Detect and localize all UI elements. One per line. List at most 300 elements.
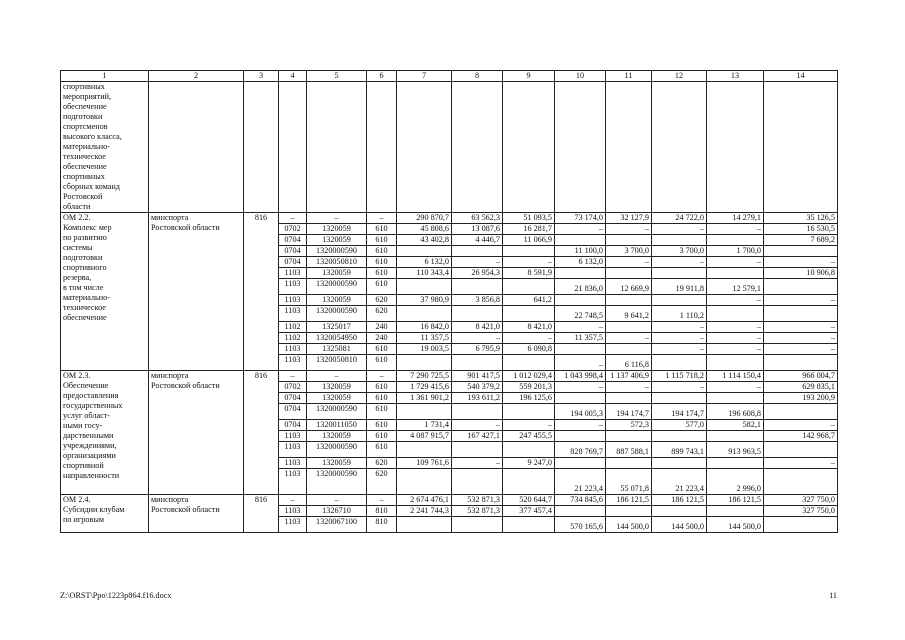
section-code: –	[279, 213, 307, 224]
amount: 144 500,0	[606, 517, 652, 533]
executor	[149, 495, 244, 533]
cell-text-line: спортивных	[63, 82, 105, 91]
amount	[503, 469, 555, 495]
section-code: 1103	[279, 279, 307, 295]
target-code: 1320000590	[307, 469, 367, 495]
section-code: 1103	[279, 355, 307, 371]
column-number: 5	[307, 71, 367, 82]
amount	[707, 235, 764, 246]
amount: 186 121,5	[652, 495, 707, 506]
amount: 901 417,5	[452, 371, 503, 382]
cell-text-line: Субсидии клубам	[63, 505, 125, 514]
amount	[397, 442, 452, 458]
amount: 2 241 744,3	[397, 506, 452, 517]
column-number: 1	[61, 71, 149, 82]
section-code: 0704	[279, 257, 307, 268]
column-number: 8	[452, 71, 503, 82]
amount: –	[555, 355, 606, 371]
amount	[652, 458, 707, 469]
cell-text-line: обеспечение	[63, 313, 107, 322]
amount: –	[503, 257, 555, 268]
cell-text-line: минспорта	[151, 371, 189, 380]
amount: 6 132,0	[397, 257, 452, 268]
amount: 8 421,0	[503, 322, 555, 333]
amount	[652, 431, 707, 442]
amount: –	[555, 322, 606, 333]
amount: 63 562,3	[452, 213, 503, 224]
cell-text-line: Ростовской	[63, 192, 103, 201]
amount: 9 641,2	[606, 306, 652, 322]
section-code: 1103	[279, 295, 307, 306]
amount: –	[452, 333, 503, 344]
amount	[652, 393, 707, 404]
measure-name	[61, 82, 149, 213]
page-number: 11	[829, 591, 837, 600]
cell-text-line: спортивной	[63, 461, 104, 470]
amount	[652, 235, 707, 246]
amount	[764, 355, 838, 371]
amount	[764, 246, 838, 257]
amount: 194 174,7	[652, 404, 707, 420]
amount: 196 125,6	[503, 393, 555, 404]
amount: –	[652, 224, 707, 235]
amount	[452, 517, 503, 533]
amount: –	[764, 458, 838, 469]
amount: 641,2	[503, 295, 555, 306]
amount: 247 455,5	[503, 431, 555, 442]
amount: –	[606, 382, 652, 393]
cell-text-line: подготовки	[63, 112, 103, 121]
target-code: 1320000590	[307, 246, 367, 257]
cell-text-line: Ростовской области	[151, 223, 220, 232]
target-code: 1326710	[307, 506, 367, 517]
amount: 16 842,0	[397, 322, 452, 333]
cell-text-line: материально-	[63, 293, 110, 302]
amount: 51 093,5	[503, 213, 555, 224]
amount	[764, 517, 838, 533]
empty-cell	[555, 82, 606, 213]
amount: 11 357,5	[397, 333, 452, 344]
target-code: 1320000590	[307, 306, 367, 322]
amount: –	[606, 224, 652, 235]
target-code: –	[307, 371, 367, 382]
amount	[452, 355, 503, 371]
amount	[503, 404, 555, 420]
amount: 327 750,0	[764, 506, 838, 517]
amount	[397, 279, 452, 295]
executor	[149, 371, 244, 495]
target-code: 1320067100	[307, 517, 367, 533]
amount	[707, 268, 764, 279]
cell-text-line: спортивных	[63, 172, 105, 181]
measure-name	[61, 495, 149, 533]
cell-text-line: государственных	[63, 401, 123, 410]
amount: –	[606, 333, 652, 344]
column-number: 2	[149, 71, 244, 82]
expense-type: 810	[367, 517, 397, 533]
amount	[606, 322, 652, 333]
amount	[764, 404, 838, 420]
amount	[764, 279, 838, 295]
amount: –	[707, 322, 764, 333]
amount: 4 087 915,7	[397, 431, 452, 442]
amount: 1 115 718,2	[652, 371, 707, 382]
amount: –	[764, 333, 838, 344]
section-code: 0704	[279, 393, 307, 404]
amount: –	[555, 420, 606, 431]
amount	[606, 295, 652, 306]
amount: 1 729 415,6	[397, 382, 452, 393]
target-code: 1320059	[307, 235, 367, 246]
amount: –	[707, 257, 764, 268]
amount: –	[652, 257, 707, 268]
cell-text-line: ОМ 2.4.	[63, 495, 91, 504]
amount	[652, 268, 707, 279]
amount: –	[764, 257, 838, 268]
amount: 109 761,6	[397, 458, 452, 469]
amount: 570 165,6	[555, 517, 606, 533]
budget-table-page	[60, 70, 837, 533]
target-code: 1320059	[307, 224, 367, 235]
amount: 582,1	[707, 420, 764, 431]
amount	[606, 393, 652, 404]
expense-type: –	[367, 213, 397, 224]
cell-text-line: ОМ 2.2.	[63, 213, 91, 222]
amount: 327 750,0	[764, 495, 838, 506]
target-code: 1320000590	[307, 404, 367, 420]
expense-type: 610	[367, 431, 397, 442]
amount	[555, 235, 606, 246]
amount	[397, 246, 452, 257]
target-code: 1320000590	[307, 279, 367, 295]
amount	[452, 279, 503, 295]
amount	[503, 355, 555, 371]
amount	[707, 393, 764, 404]
target-code: 1320000590	[307, 442, 367, 458]
amount: 6 795,9	[452, 344, 503, 355]
amount: 828 769,7	[555, 442, 606, 458]
target-code: 1320059	[307, 382, 367, 393]
section-code: 1103	[279, 268, 307, 279]
amount: 377 457,4	[503, 506, 555, 517]
column-number-row	[61, 71, 838, 82]
amount: 22 748,5	[555, 306, 606, 322]
empty-cell	[244, 82, 279, 213]
amount	[606, 344, 652, 355]
amount: 11 100,0	[555, 246, 606, 257]
amount: 4 446,7	[452, 235, 503, 246]
column-number: 3	[244, 71, 279, 82]
amount	[397, 355, 452, 371]
amount	[606, 268, 652, 279]
amount	[555, 393, 606, 404]
amount	[652, 295, 707, 306]
expense-type: 610	[367, 382, 397, 393]
measure-name	[61, 213, 149, 371]
amount: 37 980,9	[397, 295, 452, 306]
empty-cell	[652, 82, 707, 213]
amount: 1 012 029,4	[503, 371, 555, 382]
amount: –	[707, 333, 764, 344]
section-code: 1103	[279, 506, 307, 517]
amount	[707, 306, 764, 322]
table-row	[61, 495, 838, 506]
amount: 35 126,5	[764, 213, 838, 224]
amount	[452, 469, 503, 495]
amount	[452, 442, 503, 458]
amount	[452, 404, 503, 420]
amount: 8 591,9	[503, 268, 555, 279]
cell-text-line: ОМ 2.3.	[63, 371, 91, 380]
amount: –	[707, 382, 764, 393]
cell-text-line: Комплекс мер	[63, 223, 112, 232]
amount: –	[652, 322, 707, 333]
amount: 572,3	[606, 420, 652, 431]
amount	[397, 517, 452, 533]
amount: 7 290 725,5	[397, 371, 452, 382]
amount: 2 674 476,1	[397, 495, 452, 506]
column-number: 7	[397, 71, 452, 82]
empty-cell	[307, 82, 367, 213]
amount: –	[452, 420, 503, 431]
amount: 186 121,5	[606, 495, 652, 506]
empty-cell	[149, 82, 244, 213]
amount	[555, 506, 606, 517]
amount: 1 361 901,2	[397, 393, 452, 404]
cell-text-line: сборных команд	[63, 182, 120, 191]
grbs-code: 816	[244, 371, 279, 495]
amount: 1 114 150,4	[707, 371, 764, 382]
amount: 520 644,7	[503, 495, 555, 506]
amount	[555, 295, 606, 306]
amount	[503, 442, 555, 458]
amount	[397, 404, 452, 420]
section-code: –	[279, 495, 307, 506]
cell-text-line: направленности	[63, 471, 120, 480]
amount: –	[503, 420, 555, 431]
amount: 3 700,0	[652, 246, 707, 257]
cell-text-line: дарственными	[63, 431, 114, 440]
amount	[606, 506, 652, 517]
amount: 10 906,8	[764, 268, 838, 279]
amount: 21 836,0	[555, 279, 606, 295]
target-code: 1320059	[307, 431, 367, 442]
amount: 1 731,4	[397, 420, 452, 431]
cell-text-line: организациями	[63, 451, 116, 460]
section-code: 1103	[279, 469, 307, 495]
cell-text-line: подготовки	[63, 253, 103, 262]
amount: 11 066,9	[503, 235, 555, 246]
amount: 12 669,9	[606, 279, 652, 295]
amount	[555, 458, 606, 469]
cell-text-line: резерва,	[63, 273, 92, 282]
empty-cell	[503, 82, 555, 213]
amount: 55 071,8	[606, 469, 652, 495]
column-number: 9	[503, 71, 555, 82]
amount: 6 116,8	[606, 355, 652, 371]
expense-type: 610	[367, 224, 397, 235]
amount	[652, 355, 707, 371]
measure-name	[61, 371, 149, 495]
amount: 6 132,0	[555, 257, 606, 268]
amount	[397, 469, 452, 495]
amount: –	[606, 257, 652, 268]
expense-type: 240	[367, 322, 397, 333]
cell-text-line: услуг област-	[63, 411, 111, 420]
target-code: 1320059	[307, 458, 367, 469]
amount: 1 137 406,9	[606, 371, 652, 382]
section-code: 1103	[279, 458, 307, 469]
expense-type: 610	[367, 257, 397, 268]
amount	[707, 506, 764, 517]
amount: 24 722,0	[652, 213, 707, 224]
cell-text-line: ными госу-	[63, 421, 103, 430]
amount: –	[652, 344, 707, 355]
amount: 577,0	[652, 420, 707, 431]
section-code: 1103	[279, 442, 307, 458]
expense-type: 610	[367, 442, 397, 458]
amount: 12 579,1	[707, 279, 764, 295]
amount: 194 174,7	[606, 404, 652, 420]
cell-text-line: мероприятий,	[63, 92, 112, 101]
amount	[764, 469, 838, 495]
amount	[764, 306, 838, 322]
amount: 966 004,7	[764, 371, 838, 382]
amount: 45 808,6	[397, 224, 452, 235]
amount: 13 087,6	[452, 224, 503, 235]
amount	[452, 246, 503, 257]
amount: 559 201,3	[503, 382, 555, 393]
amount	[555, 344, 606, 355]
amount: 14 279,1	[707, 213, 764, 224]
amount: 26 954,3	[452, 268, 503, 279]
amount: 532 871,3	[452, 506, 503, 517]
cell-text-line: спортивного	[63, 263, 107, 272]
amount	[503, 246, 555, 257]
amount: 734 845,6	[555, 495, 606, 506]
expense-type: –	[367, 371, 397, 382]
section-code: 0704	[279, 246, 307, 257]
document-path: Z:\ORST\Ppo\1223p864.f16.docx	[60, 591, 172, 600]
amount	[397, 306, 452, 322]
amount: –	[555, 224, 606, 235]
section-code: 1103	[279, 431, 307, 442]
amount: 167 427,1	[452, 431, 503, 442]
target-code: 1320054950	[307, 333, 367, 344]
amount: 186 121,5	[707, 495, 764, 506]
amount: 16 530,5	[764, 224, 838, 235]
section-code: 1103	[279, 517, 307, 533]
empty-cell	[279, 82, 307, 213]
amount: 32 127,9	[606, 213, 652, 224]
target-code: 1320050810	[307, 257, 367, 268]
amount: 16 281,7	[503, 224, 555, 235]
expense-type: 610	[367, 246, 397, 257]
cell-text-line: предоставления	[63, 391, 119, 400]
amount	[707, 431, 764, 442]
amount: 887 588,1	[606, 442, 652, 458]
table-row	[61, 82, 838, 213]
cell-text-line: обеспечение	[63, 162, 107, 171]
cell-text-line: материально-	[63, 142, 110, 151]
empty-cell	[764, 82, 838, 213]
amount	[707, 458, 764, 469]
empty-cell	[367, 82, 397, 213]
amount	[652, 506, 707, 517]
amount: –	[503, 333, 555, 344]
expense-type: 610	[367, 404, 397, 420]
amount: 1 043 998,4	[555, 371, 606, 382]
amount	[764, 442, 838, 458]
cell-text-line: Ростовской области	[151, 381, 220, 390]
amount: 913 963,5	[707, 442, 764, 458]
amount: 144 500,0	[707, 517, 764, 533]
amount: 19 003,5	[397, 344, 452, 355]
expense-type: –	[367, 495, 397, 506]
amount: 629 835,1	[764, 382, 838, 393]
amount	[503, 517, 555, 533]
section-code: 1102	[279, 333, 307, 344]
expense-type: 620	[367, 306, 397, 322]
cell-text-line: Ростовской области	[151, 505, 220, 514]
target-code: 1320050810	[307, 355, 367, 371]
amount: –	[764, 344, 838, 355]
cell-text-line: по развитию	[63, 233, 107, 242]
target-code: 1320059	[307, 393, 367, 404]
expense-type: 610	[367, 344, 397, 355]
amount: 73 174,0	[555, 213, 606, 224]
column-number: 13	[707, 71, 764, 82]
amount: 3 700,0	[606, 246, 652, 257]
section-code: –	[279, 371, 307, 382]
expense-type: 610	[367, 420, 397, 431]
table-row	[61, 213, 838, 224]
target-code: 1325017	[307, 322, 367, 333]
section-code: 0704	[279, 404, 307, 420]
amount	[555, 268, 606, 279]
target-code: 1320059	[307, 268, 367, 279]
amount	[503, 306, 555, 322]
amount	[452, 306, 503, 322]
column-number: 14	[764, 71, 838, 82]
amount: 2 996,0	[707, 469, 764, 495]
cell-text-line: системы	[63, 243, 93, 252]
cell-text-line: в том числе	[63, 283, 104, 292]
target-code: –	[307, 213, 367, 224]
expense-type: 610	[367, 279, 397, 295]
column-number: 11	[606, 71, 652, 82]
amount: 196 608,8	[707, 404, 764, 420]
empty-cell	[606, 82, 652, 213]
amount: –	[764, 322, 838, 333]
empty-cell	[707, 82, 764, 213]
empty-cell	[452, 82, 503, 213]
cell-text-line: минспорта	[151, 213, 189, 222]
target-code: 1325081	[307, 344, 367, 355]
amount	[707, 355, 764, 371]
section-code: 0702	[279, 382, 307, 393]
amount: 9 247,0	[503, 458, 555, 469]
section-code: 1102	[279, 322, 307, 333]
target-code: –	[307, 495, 367, 506]
amount: 6 090,8	[503, 344, 555, 355]
cell-text-line: высокого класса,	[63, 132, 122, 141]
amount: 1 110,2	[652, 306, 707, 322]
amount: 11 357,5	[555, 333, 606, 344]
cell-text-line: техническое	[63, 152, 106, 161]
target-code: 1320059	[307, 295, 367, 306]
amount	[606, 431, 652, 442]
